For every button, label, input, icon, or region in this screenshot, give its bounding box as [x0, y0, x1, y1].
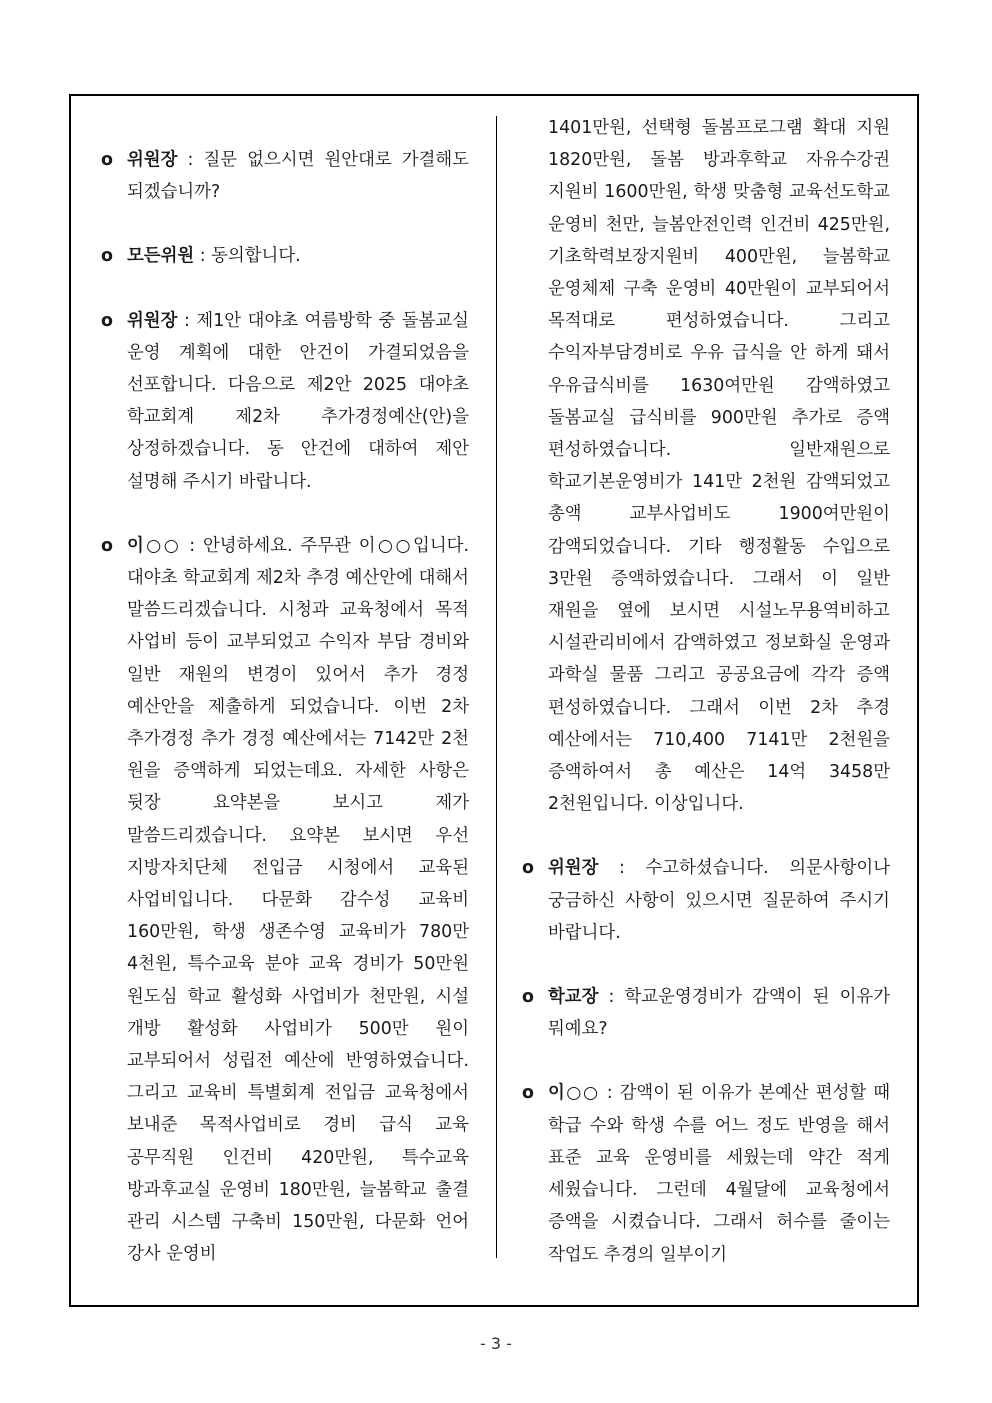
speaker-name: 이○○: [548, 1083, 600, 1104]
speech-item: [518, 1077, 890, 1270]
speech-item: [97, 240, 469, 272]
right-column: [518, 112, 890, 1303]
speech-item: [97, 305, 469, 498]
speech-body: [548, 1077, 890, 1270]
speech-body: [127, 144, 469, 208]
bullet-marker: o: [522, 1083, 534, 1104]
speech-text: : 질문 없으시면 원안대로 가결해도 되겠습니까?: [127, 150, 469, 203]
speech-item: [518, 852, 890, 949]
speaker-name: 위원장: [127, 150, 178, 170]
column-divider: [496, 116, 497, 1258]
speech-text: : 수고하셨습니다. 의문사항이나 궁금하신 사항이 있으시면 질문하여 주시기 바랍니다.: [548, 858, 890, 943]
bullet-marker: o: [101, 150, 113, 170]
speech-body: [127, 530, 469, 1271]
speech-item: [97, 530, 469, 1271]
speech-body: [548, 852, 890, 949]
speech-text: : 안녕하세요. 주무관 이○○입니다. 대야초 학교회계 제2차 추경 예산안에 대해서 말씀드리겠습니다. 시청과 교육청에서 목적 사업비 등이 교부되었고 수익자 부담 경비와 일반 재원의 변경이 있어서 추가 경정 예산안을 제출하게 되었습니다. 이번 2차 추가경정 추가 경정 예산에서는 7142만 2천 원을 증액하게 되었는데요. 자세한 사항은 뒷장 요약본을 보시고 제가 말씀드리겠습니다. 요약본 보시면 우선 지방자치단체 전입금 시청에서 교육된 사업비입니다. 다문화 감수성 교육비 160만원, 학생 생존수영 교육비가 780만 4천원, 특수교육 분야 교육 경비가 50만원 원도심 학교 활성화 사업비가 천만원, 시설 개방 활성화 사업비가 500만 원이 교부되어서 성립전 예산에 반영하였습니다. 그리고 교육비 특별회계 전입금 교육청에서 보내준 목적사업비로 경비 급식 교육 공무직원 인건비 420만원, 특수교육 방과후교실 운영비 180만원, 늘봄학교 출결 관리 시스템 구축비 150만원, 다문화 언어 강사 운영비: [127, 535, 469, 1265]
speech-body: [548, 981, 890, 1045]
speaker-name: 위원장: [127, 310, 178, 331]
speech-text: : 감액이 된 이유가 본예산 편성할 때 학급 수와 학생 수를 어느 정도 반영을 해서 표준 교육 운영비를 세웠는데 약간 적게 세웠습니다. 그런데 4월달에 교육청에서 증액을 시켰습니다. 그래서 허수를 줄이는 작업도 추경의 일부이기: [548, 1083, 891, 1265]
bullet-marker: o: [101, 310, 113, 331]
speech-body: [127, 305, 469, 498]
bullet-marker: o: [101, 535, 113, 556]
speech-body: [127, 240, 469, 272]
speaker-name: 학교장: [548, 987, 599, 1008]
bullet-marker: o: [101, 246, 113, 267]
bullet-marker: o: [522, 858, 534, 879]
speaker-name: 위원장: [548, 858, 599, 879]
speaker-name: 이○○: [127, 535, 182, 556]
speech-text: : 동의합니다.: [194, 246, 301, 267]
speech-text: : 학교운영경비가 감액이 된 이유가 뭐예요?: [548, 987, 890, 1040]
speech-text: : 제1안 대야초 여름방학 중 돌봄교실 운영 계획에 대한 안건이 가결되었음을 선포합니다. 다음으로 제2안 2025 대야초 학교회계 제2차 추가경정예산(안)을 상정하겠습니다. 동 안건에 대하여 제안 설명해 주시기 바랍니다.: [127, 310, 469, 492]
bullet-marker: o: [522, 987, 534, 1008]
speech-item: [97, 144, 469, 208]
speaker-name: 모든위원: [127, 246, 195, 267]
page-number: - 3 -: [480, 1334, 512, 1353]
speech-continuation: 1401만원, 선택형 돌봄프로그램 확대 지원 1820만원, 돌봄 방과후학교 자유수강권 지원비 1600만원, 학생 맞춤형 교육선도학교 운영비 천만, 늘봄안전인력 인건비 425만원, 기초학력보장지원비 400만원, 늘봄학교 운영체제 구축 운영비 40만원이 교부되어서 목적대로 편성하였습니다. 그리고 수익자부담경비로 우유 급식을 안 하게 돼서 우유급식비를 1630여만원 감액하였고 돌봄교실 급식비를 900만원 추가로 증액 편성하였습니다. 일반재원으로 학교기본운영비가 141만 2천원 감액되었고 총액 교부사업비도 1900여만원이 감액되었습니다. 기타 행정활동 수입으로 3만원 증액하였습니다. 그래서 이 일반 재원을 옆에 보시면 시설노무용역비하고 시설관리비에서 감액하였고 정보화실 운영과 과학실 물품 그리고 공공요금에 각각 증액 편성하였습니다. 그래서 이번 2차 추경 예산에서는 710,400 7141만 2천원을 증액하여서 총 예산은 14억 3458만 2천원입니다. 이상입니다.: [548, 118, 890, 815]
speech-item: [518, 981, 890, 1045]
left-column: [97, 112, 469, 1303]
